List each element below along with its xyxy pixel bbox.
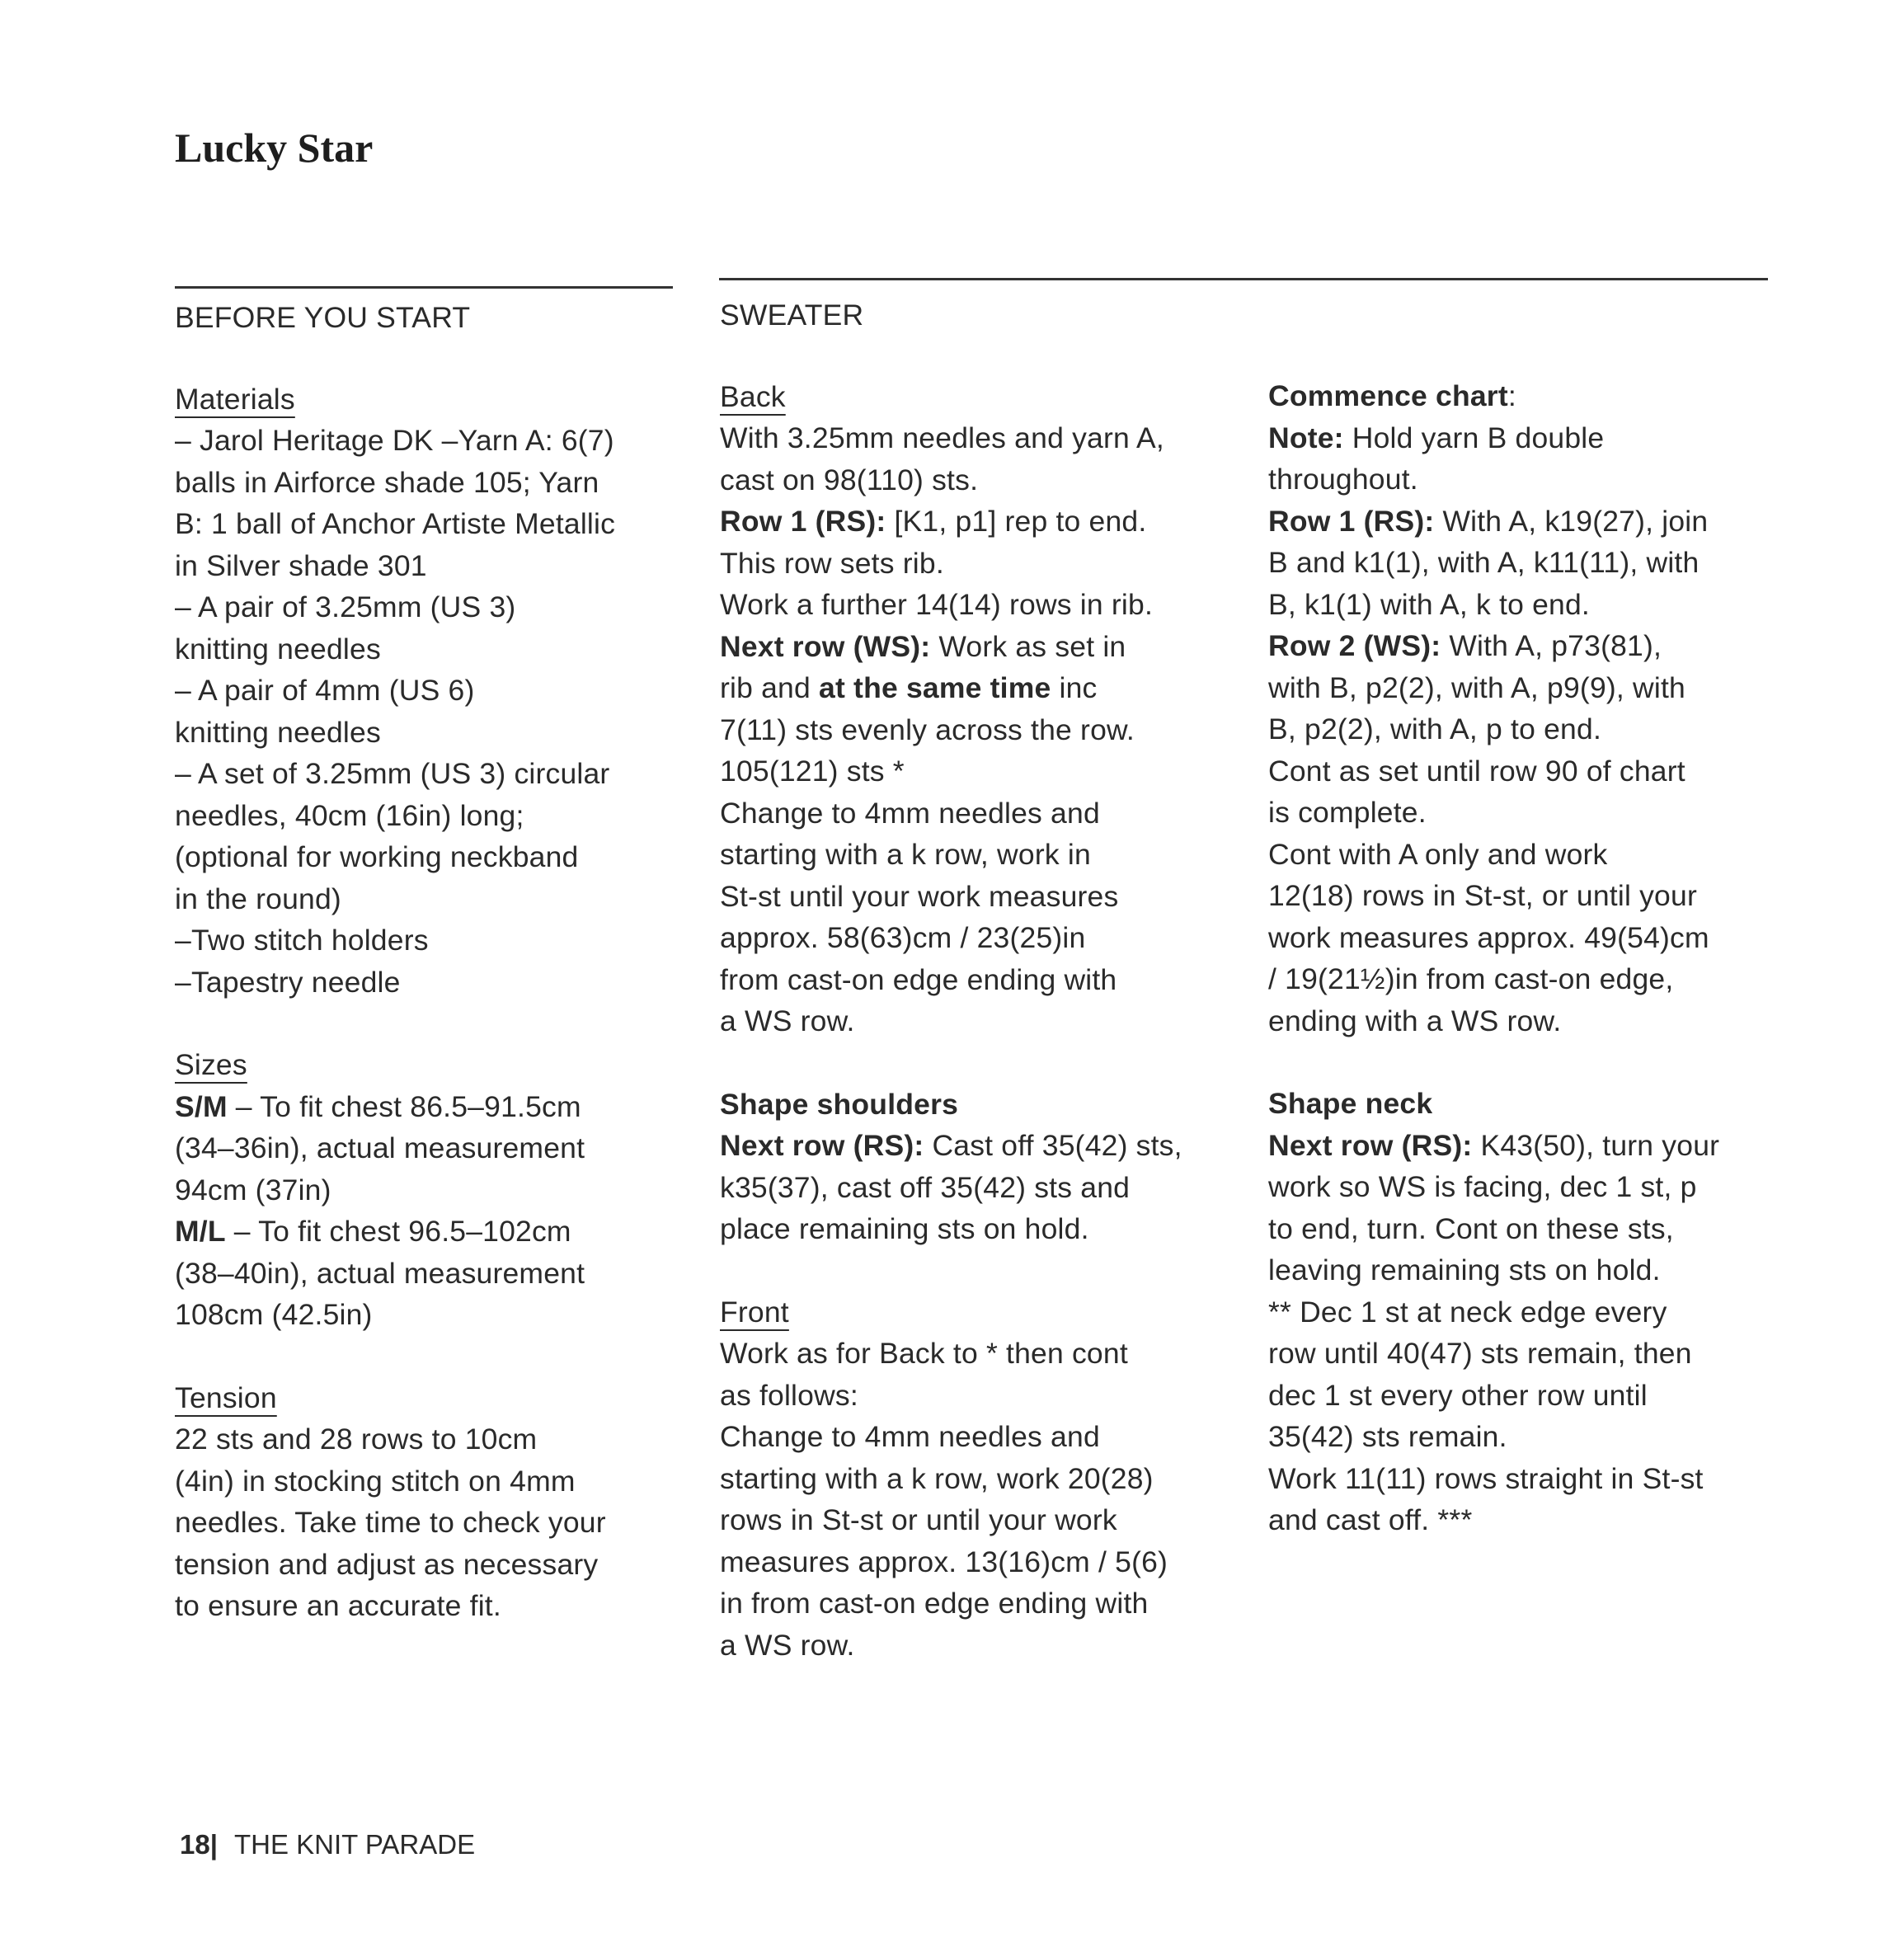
front-line: starting with a k row, work 20(28) <box>720 1461 1154 1495</box>
size-sm-text: – To fit chest 86.5–91.5cm <box>227 1089 581 1123</box>
chart-line: B, p2(2), with A, p to end. <box>1268 713 1602 745</box>
chart-line: Cont with A only and work <box>1268 837 1608 871</box>
materials-line: –Tapestry needle <box>175 965 401 999</box>
front-section <box>720 1291 1248 1667</box>
chart-note-line <box>1268 417 1796 459</box>
before-you-start-heading: BEFORE YOU START <box>175 301 471 334</box>
back-line: With 3.25mm needles and yarn A, <box>720 421 1164 454</box>
row-label: Next row (RS): <box>1268 1128 1473 1162</box>
back-line: 7(11) sts evenly across the row. <box>720 713 1135 746</box>
materials-line: balls in Airforce shade 105; Yarn <box>175 465 599 499</box>
materials-line: (optional for working neckband <box>175 840 579 873</box>
materials-line: needles, 40cm (16in) long; <box>175 798 524 832</box>
tension-line: needles. Take time to check your <box>175 1506 606 1539</box>
sweater-column <box>720 294 1248 1707</box>
size-sm-label: S/M <box>175 1089 228 1123</box>
size-ml-text: – To fit chest 96.5–102cm <box>225 1215 571 1248</box>
back-line <box>720 667 1248 709</box>
row-label: Row 2 (WS): <box>1268 629 1441 662</box>
front-label: Front <box>720 1295 789 1329</box>
chart-line: B and k1(1), with A, k11(11), with <box>1268 546 1699 579</box>
neck-next-row-line <box>1268 1125 1796 1167</box>
front-line: Work as for Back to * then cont <box>720 1337 1128 1370</box>
emphasis-text: at the same time <box>819 671 1051 704</box>
chart-line: 12(18) rows in St-st, or until your <box>1268 879 1697 912</box>
materials-line: – A set of 3.25mm (US 3) circular <box>175 757 610 790</box>
back-line: approx. 58(63)cm / 23(25)in <box>720 921 1086 954</box>
neck-line: and cast off. *** <box>1268 1503 1473 1536</box>
row-text: Cast off 35(42) sts, <box>924 1129 1182 1162</box>
front-line: rows in St-st or until your work <box>720 1503 1117 1536</box>
size-sm-line: 94cm (37in) <box>175 1173 331 1206</box>
size-sm-line <box>175 1086 703 1128</box>
commence-chart-label <box>1268 375 1796 417</box>
back-label: Back <box>720 379 786 413</box>
book-title: THE KNIT PARADE <box>233 1829 476 1860</box>
back-next-row-line <box>720 626 1248 668</box>
materials-line: –Two stitch holders <box>175 924 429 957</box>
colon: : <box>1507 379 1516 412</box>
neck-line: dec 1 st every other row until <box>1268 1378 1648 1412</box>
neck-line: Work 11(11) rows straight in St-st <box>1268 1461 1704 1495</box>
back-line: from cast-on edge ending with <box>720 962 1117 996</box>
subheading-text: Shape shoulders <box>720 1087 959 1121</box>
page-footer <box>180 1829 475 1860</box>
tension-section <box>175 1377 703 1627</box>
size-ml-line <box>175 1211 703 1253</box>
chart-and-neck-column <box>1268 375 1796 1583</box>
sweater-heading: SWEATER <box>720 299 864 332</box>
chart-line: ending with a WS row. <box>1268 1004 1562 1037</box>
tension-line: 22 sts and 28 rows to 10cm <box>175 1423 538 1456</box>
neck-line: row until 40(47) sts remain, then <box>1268 1337 1692 1370</box>
page-number: 18 <box>180 1829 210 1860</box>
back-line: starting with a k row, work in <box>720 838 1091 871</box>
materials-line: in the round) <box>175 882 341 915</box>
materials-label: Materials <box>175 382 295 416</box>
back-line: Work a further 14(14) rows in rib. <box>720 588 1154 621</box>
chart-line: with B, p2(2), with A, p9(9), with <box>1268 670 1685 704</box>
row-text: With A, p73(81), <box>1441 629 1662 662</box>
page-title: Lucky Star <box>175 125 374 171</box>
back-line: St-st until your work measures <box>720 879 1119 913</box>
size-ml-line: 108cm (42.5in) <box>175 1298 373 1331</box>
row-text: Work as set in <box>930 629 1126 663</box>
chart-line: Cont as set until row 90 of chart <box>1268 754 1685 788</box>
back-line: 105(121) sts * <box>720 755 905 788</box>
front-line: measures approx. 13(16)cm / 5(6) <box>720 1545 1168 1578</box>
chart-line: / 19(21½)in from cast-on edge, <box>1268 962 1674 995</box>
right-column-rule <box>719 278 1768 280</box>
chart-line: throughout. <box>1268 463 1418 496</box>
chart-line: work measures approx. 49(54)cm <box>1268 920 1709 954</box>
tension-line: tension and adjust as necessary <box>175 1547 599 1581</box>
before-you-start-column <box>175 297 703 1668</box>
back-line: cast on 98(110) sts. <box>720 463 979 496</box>
shape-neck-section <box>1268 1083 1796 1541</box>
materials-line: – A pair of 3.25mm (US 3) <box>175 590 516 623</box>
size-ml-label: M/L <box>175 1215 226 1248</box>
tension-line: to ensure an accurate fit. <box>175 1589 501 1622</box>
row-label: Row 1 (RS): <box>720 505 886 538</box>
commence-chart-section <box>1268 375 1796 1042</box>
chart-row2-line <box>1268 625 1796 667</box>
footer-separator: | <box>209 1829 218 1860</box>
materials-line: in Silver shade 301 <box>175 548 427 582</box>
materials-line: – Jarol Heritage DK –Yarn A: 6(7) <box>175 424 614 457</box>
shoulders-line: place remaining sts on hold. <box>720 1212 1089 1245</box>
left-column-rule <box>175 286 673 289</box>
subheading-text: Shape neck <box>1268 1087 1433 1120</box>
tension-line: (4in) in stocking stitch on 4mm <box>175 1464 576 1498</box>
materials-line: knitting needles <box>175 632 381 665</box>
materials-line: knitting needles <box>175 715 381 749</box>
row-label: Next row (RS): <box>720 1129 924 1162</box>
row-text: K43(50), turn your <box>1472 1128 1720 1162</box>
shape-shoulders-section <box>720 1084 1248 1250</box>
shape-shoulders-label <box>720 1084 1248 1126</box>
neck-line: 35(42) sts remain. <box>1268 1420 1507 1453</box>
row-text: With A, k19(27), join <box>1434 504 1709 538</box>
note-label: Note: <box>1268 421 1344 454</box>
shoulders-line: k35(37), cast off 35(42) sts and <box>720 1170 1131 1204</box>
row-text: [K1, p1] rep to end. <box>886 505 1147 538</box>
neck-line: work so WS is facing, dec 1 st, p <box>1268 1170 1697 1203</box>
shoulders-next-row-line <box>720 1125 1248 1167</box>
front-line: as follows: <box>720 1378 858 1412</box>
tension-label: Tension <box>175 1380 277 1414</box>
note-text: Hold yarn B double <box>1343 421 1605 454</box>
size-ml-line: (38–40in), actual measurement <box>175 1256 585 1290</box>
subheading-text: Commence chart <box>1268 379 1508 412</box>
chart-row1-line <box>1268 501 1796 543</box>
chart-line: is complete. <box>1268 796 1427 829</box>
chart-line: B, k1(1) with A, k to end. <box>1268 587 1590 621</box>
size-sm-line: (34–36in), actual measurement <box>175 1131 585 1164</box>
materials-section <box>175 379 703 1004</box>
back-row1-line <box>720 501 1248 543</box>
front-line: a WS row. <box>720 1628 855 1662</box>
back-section <box>720 376 1248 1042</box>
materials-line: B: 1 ball of Anchor Artiste Metallic <box>175 507 616 540</box>
shape-neck-label <box>1268 1083 1796 1125</box>
front-line: in from cast-on edge ending with <box>720 1587 1149 1620</box>
sizes-label: Sizes <box>175 1048 247 1081</box>
sizes-section <box>175 1044 703 1336</box>
line-text: inc <box>1051 671 1098 704</box>
front-line: Change to 4mm needles and <box>720 1420 1100 1453</box>
line-text: rib and <box>720 671 820 704</box>
back-line: a WS row. <box>720 1004 855 1037</box>
back-line: Change to 4mm needles and <box>720 796 1100 830</box>
neck-line: leaving remaining sts on hold. <box>1268 1253 1661 1286</box>
materials-line: – A pair of 4mm (US 6) <box>175 674 475 707</box>
row-label: Row 1 (RS): <box>1268 504 1435 538</box>
row-label: Next row (WS): <box>720 629 931 663</box>
neck-line: to end, turn. Cont on these sts, <box>1268 1211 1674 1245</box>
back-line: This row sets rib. <box>720 546 944 580</box>
neck-line: ** Dec 1 st at neck edge every <box>1268 1295 1667 1329</box>
